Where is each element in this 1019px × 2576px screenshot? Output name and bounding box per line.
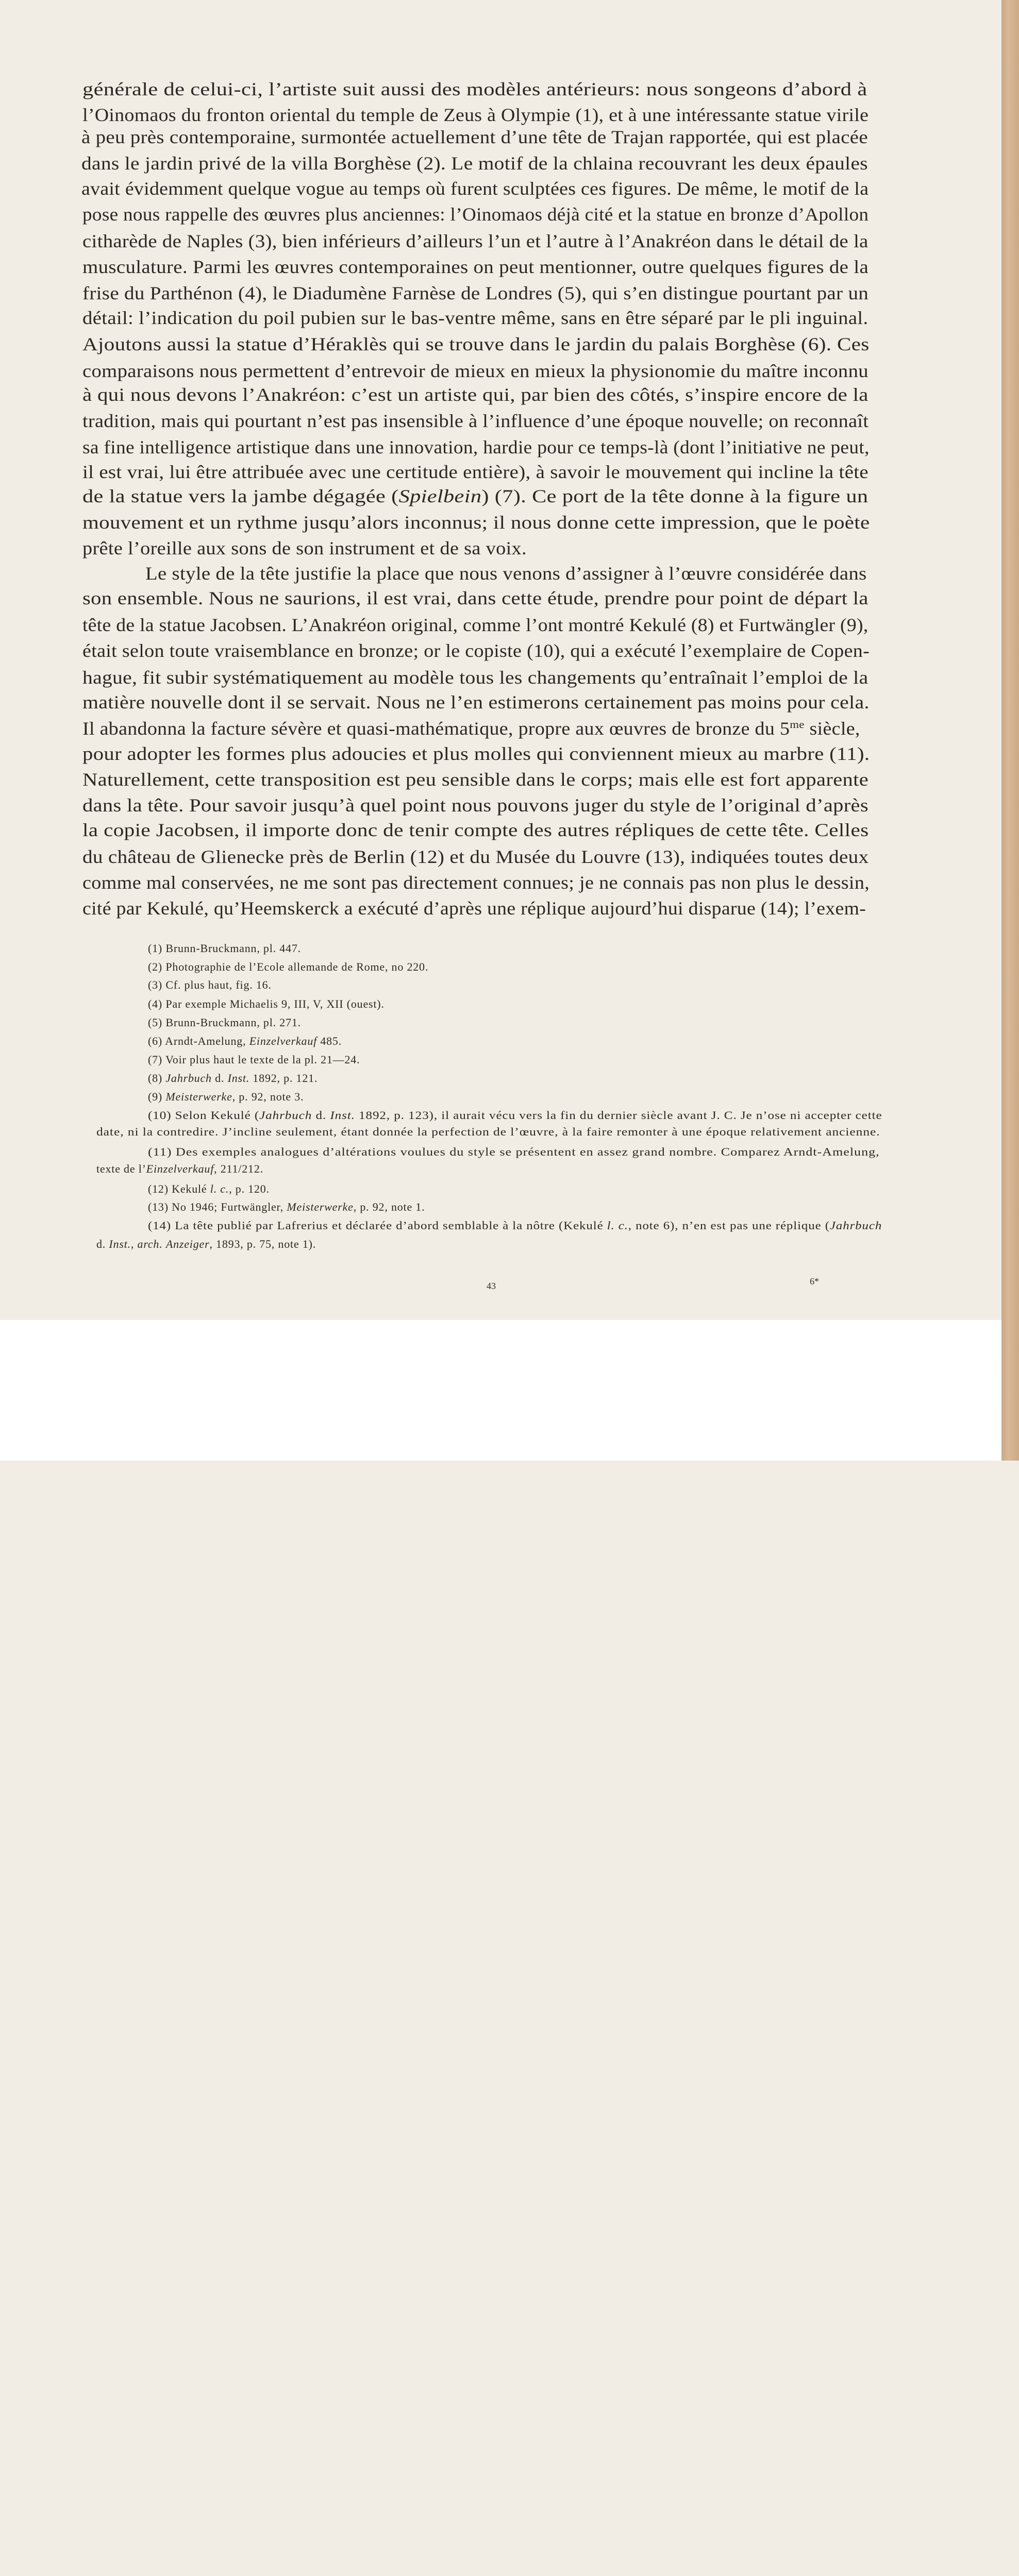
body-text-line: mouvement et un rythme jusqu’alors inconnus; il nous donne cette impression, que le poète <box>82 512 870 533</box>
page-edge <box>1001 0 1019 1461</box>
footnote-line: (5) Brunn-Bruckmann, pl. 271. <box>148 1016 301 1029</box>
footnote-line: (7) Voir plus haut le texte de la pl. 21—24. <box>148 1053 360 1066</box>
page-number: 43 <box>487 1281 496 1291</box>
body-text-line: Ajoutons aussi la statue d’Héraklès qui se trouve dans le jardin du palais Borghèse (6). Ces <box>82 334 870 354</box>
body-text-line: musculature. Parmi les œuvres contemporaines on peut mentionner, outre quelques figures de la <box>82 257 869 277</box>
body-text-line: comparaisons nous permettent d’entrevoir de mieux en mieux la physionomie du maître inconnu <box>82 361 868 381</box>
body-text-line: avait évidemment quelque vogue au temps où furent sculptées ces figures. De même, le motif de la <box>81 178 869 199</box>
footnote-line: (2) Photographie de l’Ecole allemande de Rome, no 220. <box>148 960 429 973</box>
body-text-line: il est vrai, lui être attribuée avec une certitude entière), à savoir le mouvement qui incline la tête <box>82 462 869 482</box>
body-text-line: Il abandonna la facture sévère et quasi-mathématique, propre aux œuvres de bronze du $5^{me}$ siècle, <box>82 718 860 739</box>
body-text-line: à peu près contemporaine, surmontée actuellement d’une tête de Trajan rapportée, qui est placée <box>81 127 868 147</box>
body-text-line: Le style de la tête justifie la place que nous venons d’assigner à l’œuvre considérée dans <box>145 563 867 584</box>
body-text-line: matière nouvelle dont il se servait. Nous ne l’en estimerons certainement pas moins pour cela. <box>82 692 870 713</box>
body-text-line: hague, fit subir systématiquement au modèle tous les changements qu’entraînait l’emploi de la <box>82 667 868 688</box>
body-text-line: pour adopter les formes plus adoucies et plus molles qui conviennent mieux au marbre (11). <box>82 743 870 764</box>
body-text-line: tête de la statue Jacobsen. L’Anakréon original, comme l’ont montré Kekulé (8) et Furtwängler (9), <box>82 615 868 635</box>
body-text-line: dans la tête. Pour savoir jusqu’à quel point nous pouvons juger du style de l’original d’après <box>82 795 868 816</box>
body-text-line: frise du Parthénon (4), le Diadumène Farnèse de Londres (5), qui s’en distingue pourtant par un <box>82 283 869 303</box>
body-text-line: générale de celui-ci, l’artiste suit aussi des modèles antérieurs: nous songeons d’abord à <box>82 79 867 99</box>
body-text-line: l’Oinomaos du fronton oriental du temple de Zeus à Olympie (1), et à une intéressante statue virile <box>82 105 869 125</box>
footnote-line: (14) La tête publié par Lafrerius et déclarée d’abord semblable à la nôtre (Kekulé l. c., note 6), n’en est pas une réplique (Jahrbuch <box>148 1219 882 1232</box>
footnote-line: (10) Selon Kekulé (Jahrbuch d. Inst. 1892, p. 123), il aurait vécu vers la fin du dernier siècle avant J. C. Je n’ose ni accepter cette <box>148 1109 882 1122</box>
body-text-line: du château de Glienecke près de Berlin (12) et du Musée du Louvre (13), indiquées toutes deux <box>82 846 869 867</box>
body-text-line: pose nous rappelle des œuvres plus anciennes: l’Oinomaos déjà cité et la statue en bronze d’Apollon <box>82 204 869 225</box>
footnote-line: (4) Par exemple Michaelis 9, III, V, XII (ouest). <box>148 997 385 1010</box>
body-text-line: tradition, mais qui pourtant n’est pas insensible à l’influence d’une époque nouvelle; on reconnaît <box>82 411 869 431</box>
body-text-line: était selon toute vraisemblance en bronze; or le copiste (10), qui a exécuté l’exemplaire de Copen- <box>82 640 870 661</box>
body-text-line: dans le jardin privé de la villa Borghèse (2). Le motif de la chlaina recouvrant les deux épaules <box>81 153 868 174</box>
body-text-line: sa fine intelligence artistique dans une innovation, hardie pour ce temps-là (dont l’initiative ne peut, <box>82 437 870 457</box>
footnote-line: texte de l’Einzelverkauf, 211/212. <box>96 1162 263 1175</box>
footnote-line: (11) Des exemples analogues d’altérations voulues du style se présentent en assez grand nombre. Comparez Arndt-Amelung, <box>148 1145 880 1158</box>
body-text-line: prête l’oreille aux sons de son instrument et de sa voix. <box>82 538 527 558</box>
footnote-line: (6) Arndt-Amelung, Einzelverkauf 485. <box>148 1035 342 1047</box>
footnote-line: (3) Cf. plus haut, fig. 16. <box>148 978 272 991</box>
body-text-line: citharède de Naples (3), bien inférieurs d’ailleurs l’un et l’autre à l’Anakréon dans le détail de la <box>82 231 868 251</box>
body-text-line: comme mal conservées, ne me sont pas directement connues; je ne connais pas non plus le dessin, <box>82 872 870 893</box>
body-text-line: la copie Jacobsen, il importe donc de tenir compte des autres répliques de cette tête. Celles <box>82 820 869 840</box>
body-text-line: Naturellement, cette transposition est peu sensible dans le corps; mais elle est fort apparente <box>82 769 869 790</box>
digitization-footer <box>0 1320 1001 1461</box>
body-text-line: son ensemble. Nous ne saurions, il est vrai, dans cette étude, prendre pour point de départ la <box>82 588 868 608</box>
body-text-line: cité par Kekulé, qu’Heemskerck a exécuté d’après une réplique aujourd’hui disparue (14); l’exem- <box>82 898 866 919</box>
footnote-line: date, ni la contredire. J’incline seulement, étant donnée la perfection de l’œuvre, à la faire remonter à une époque relativement ancienne. <box>96 1125 880 1138</box>
footnote-line: (12) Kekulé l. c., p. 120. <box>148 1182 270 1195</box>
signature-mark: 6* <box>810 1276 819 1286</box>
footnote-line: d. Inst., arch. Anzeiger, 1893, p. 75, note 1). <box>96 1238 316 1250</box>
footnote-line: (9) Meisterwerke, p. 92, note 3. <box>148 1090 304 1103</box>
footnote-line: (1) Brunn-Bruckmann, pl. 447. <box>148 942 301 955</box>
body-text-line: de la statue vers la jambe dégagée (Spielbein) (7). Ce port de la tête donne à la figure un <box>82 486 868 506</box>
footnote-line: (8) Jahrbuch d. Inst. 1892, p. 121. <box>148 1072 318 1084</box>
footnote-line: (13) No 1946; Furtwängler, Meisterwerke, p. 92, note 1. <box>148 1200 425 1213</box>
body-text-line: à qui nous devons l’Anakréon: c’est un artiste qui, par bien des côtés, s’inspire encore de la <box>82 384 868 405</box>
body-text-line: détail: l’indication du poil pubien sur le bas-ventre même, sans en être séparé par le pli inguinal. <box>82 308 868 328</box>
